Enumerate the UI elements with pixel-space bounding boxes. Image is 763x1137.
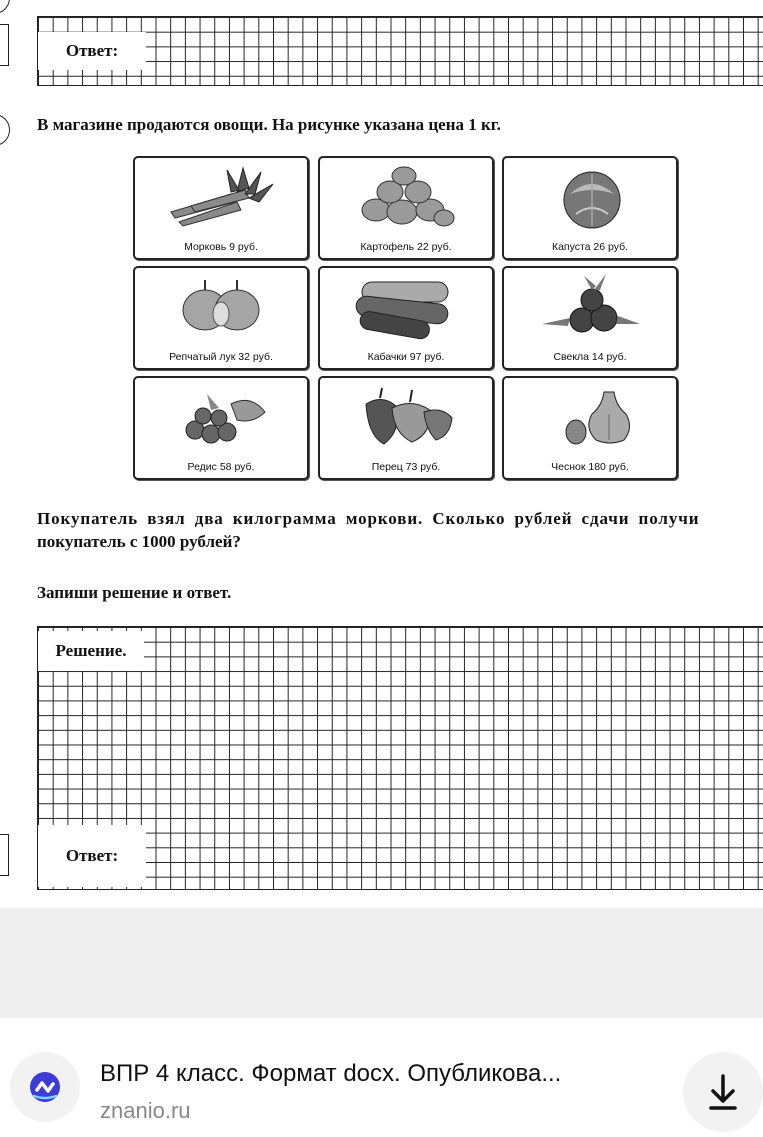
product-caption: Репчатый лук 32 руб. (169, 351, 273, 363)
download-button[interactable] (683, 1052, 763, 1132)
znanio-logo-icon (10, 1052, 80, 1122)
product-card (318, 266, 494, 370)
carrot-icon (161, 164, 281, 230)
product-card (502, 156, 678, 260)
onion-icon (161, 274, 281, 340)
potato-icon (346, 164, 466, 230)
product-caption: Перец 73 руб. (371, 461, 441, 473)
solution-label: Решение. (38, 631, 144, 671)
solution-grid[interactable] (37, 626, 763, 890)
score-box (0, 24, 9, 66)
question-line-1: Покупатель взял два килограмма моркови. Сколько рублей сдачи получи (37, 509, 700, 528)
product-card (502, 266, 678, 370)
product-caption: Редис 58 руб. (187, 461, 255, 473)
beet-icon (530, 274, 650, 340)
product-caption: Чеснок 180 руб. (551, 461, 629, 473)
product-card (502, 376, 678, 480)
product-caption: Кабачки 97 руб. (367, 351, 445, 363)
product-card (318, 376, 494, 480)
task-number-circle (0, 0, 10, 14)
zucchini-icon (346, 274, 466, 340)
answer-grid-top[interactable] (37, 16, 763, 86)
product-card (133, 266, 309, 370)
product-price-cards (133, 156, 679, 482)
question-line-2: покупатель с 1000 рублей? (37, 532, 241, 551)
result-source[interactable]: znanio.ru (100, 1098, 191, 1123)
product-caption: Капуста 26 руб. (551, 241, 629, 253)
pepper-icon (346, 384, 466, 450)
product-caption: Картофель 22 руб. (360, 241, 452, 253)
page-separator (0, 908, 763, 1018)
answer-label-top: Ответ: (38, 32, 146, 70)
garlic-icon (530, 384, 650, 450)
answer-label-bottom: Ответ: (38, 825, 146, 887)
product-card (133, 156, 309, 260)
download-icon (683, 1052, 763, 1132)
product-card (133, 376, 309, 480)
task-number-circle (0, 114, 10, 146)
task-text: В магазине продаются овощи. На рисунке указана цена 1 кг. (37, 115, 501, 134)
result-title[interactable]: ВПР 4 класс. Формат docx. Опубликова... (100, 1060, 562, 1087)
radish-icon (161, 384, 281, 450)
product-caption: Свекла 14 руб. (553, 351, 627, 363)
product-card (318, 156, 494, 260)
instruction-text: Запиши решение и ответ. (37, 583, 232, 602)
cabbage-icon (530, 164, 650, 230)
score-box (0, 834, 9, 876)
source-logo[interactable] (10, 1052, 80, 1122)
product-caption: Морковь 9 руб. (184, 241, 258, 253)
